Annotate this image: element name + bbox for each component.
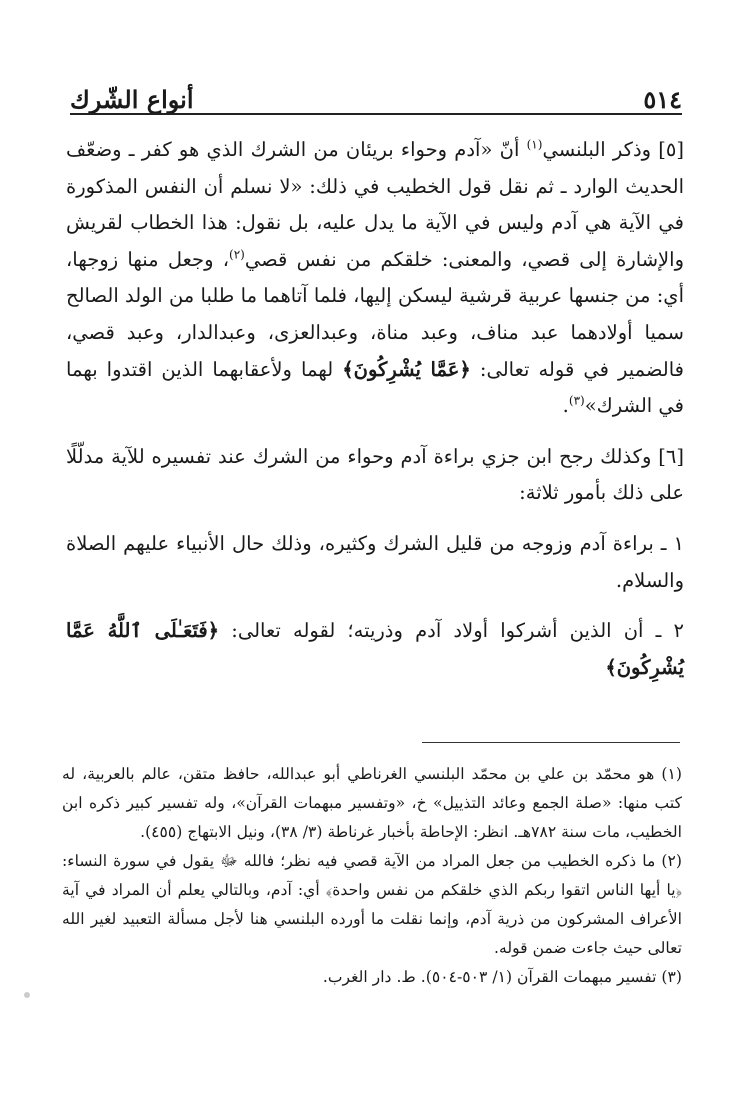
paragraph-text: لهما ولأعقابهما الذين اقتدوا بهما في الشرك» xyxy=(66,357,684,418)
paragraph-text: وذكر البلنسي xyxy=(542,138,659,161)
paragraph-text: وكذلك رجح ابن جزي براءة آدم وحواء من الشرك عند تفسيره للآية مدلّلًا على ذلك بأمور ثلاثة: xyxy=(66,444,684,505)
footnote-ref-2: (٢) xyxy=(229,247,245,262)
paragraph-text: أنّ «آدم وحواء بريئان من الشرك الذي هو كفر ـ وضعّف الحديث الوارد ـ ثم نقل قول الخطيب في ذلك: «لا نسلم أن النفس المذكورة في الآية هي آدم وليس في الآية ما يدل عليه، بل نقول: هذا الخطاب لقريش والإشارة إلى قصي، والمعنى: خلقكم من نفس قصي xyxy=(66,138,684,271)
footnote-number: (٣) xyxy=(661,968,682,986)
main-text xyxy=(66,132,684,686)
list-item-1: ١ ـ براءة آدم وزوجه من قليل الشرك وكثيره، وذلك حال الأنبياء عليهم الصلاة والسلام. xyxy=(66,531,684,592)
footnote-number: (٢) xyxy=(661,852,682,870)
footnote-ref-1: (١) xyxy=(526,137,543,152)
paragraph-number: [٦] xyxy=(658,444,684,468)
header-divider xyxy=(70,113,682,115)
quran-verse: ﴿عَمَّا يُشْرِكُونَ﴾ xyxy=(342,357,471,381)
scan-speck xyxy=(24,992,30,998)
page-header xyxy=(70,72,682,112)
footnote-ref-3: (٣) xyxy=(568,393,585,408)
footnote-number: (١) xyxy=(661,765,682,783)
footnote-divider xyxy=(422,742,680,743)
paragraph-text: . xyxy=(562,394,569,418)
running-title: أنواع الشّرك xyxy=(70,85,194,114)
footnote-text: ما ذكره الخطيب من جعل المراد من الآية قصي فيه نظر؛ فالله ﷻ يقول في سورة النساء: ﴿يا أيها الناس اتقوا ربكم الذي خلقكم من نفس واحدة﴾ أي: آدم، وبالتالي يعلم أن المراد في آية الأعراف المشركون من ذرية آدم، وإنما نقلت ما أورده البلنسي هنا لأجل مسألة التعبيد لغير الله تعالى حيث جاءت ضمن قوله. xyxy=(62,852,682,957)
footnotes xyxy=(62,760,682,992)
footnote-text: هو محمّد بن علي بن محمّد البلنسي الغرناطي أبو عبدالله، حافظ متقن، عالم بالعربية، له كتب منها: «صلة الجمع وعائد التذييل» خ، «وتفسير مبهمات القرآن»، وله تفسير كبير ذكره ابن الخطيب، مات سنة ٧٨٢هـ. انظر: الإحاطة بأخبار غرناطة (٣/ ٣٨)، ونيل الابتهاج (٤٥٥). xyxy=(62,765,682,841)
paragraph-text: ، وجعل منها زوجها، أي: من جنسها عربية قرشية ليسكن إليها، فلما آتاهما ما طلبا من الولد الصالح سميا أولادهما عبد مناف، وعبد مناة، وعبدالعزى، وعبدالدار، وعبد قصي، فالضمير في قوله تعالى: xyxy=(66,247,684,381)
list-item-2 xyxy=(66,613,684,686)
footnote-3 xyxy=(62,963,682,992)
paragraph-text: ٢ ـ أن الذين أشركوا أولاد آدم وذريته؛ لقوله تعالى: xyxy=(219,619,684,643)
quran-verse: ﴿فَتَعَـٰلَى ٱللَّهُ عَمَّا يُشْرِكُونَ﴾ xyxy=(66,619,684,679)
footnote-text: تفسير مبهمات القرآن (١/ ٥٠٣-٥٠٤). ط. دار الغرب. xyxy=(322,968,662,986)
paragraph-5 xyxy=(66,132,684,425)
page-number: ٥١٤ xyxy=(643,85,682,114)
footnote-1 xyxy=(62,760,682,847)
paragraph-6 xyxy=(66,439,684,512)
footnote-2 xyxy=(62,847,682,963)
paragraph-number: [٥] xyxy=(658,138,684,161)
